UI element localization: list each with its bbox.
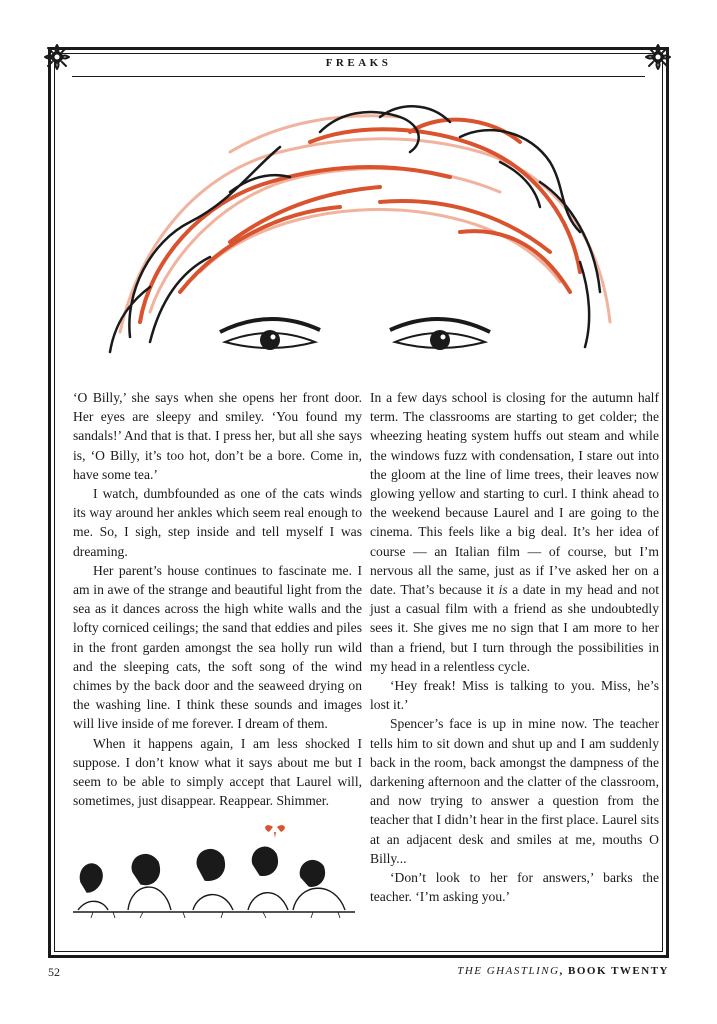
- paragraph: In a few days school is closing for the autumn half term. The classrooms are starting to get colder; the wheezing heating system huffs out steam and while the windows fuzz with condensation, I stare out into the gloom at the line of lime trees, their leaves now glowing yellow and starting to curl. I think ahead to the weekend because Laurel and I are going to the cinema. This feels like a big deal. It’s her idea of course — an Italian film — of course, but I’m nervous all the same, just as if I’ve asked her on a date. That’s because it is a date in my head and not just a casual film with a friend as she undoubtedly sees it. She gives me no sign that I am more to her than a friend, but I turn through the possibilities in my head in a relentless cycle.: [370, 390, 659, 674]
- paragraph: ‘O Billy,’ she says when she opens her front door. Her eyes are sleepy and smiley. ‘You found my sandals!’ And that is that. I press her, but all she says is, ‘O Billy, it’s too hot, don’t be a bore. Come in, have some tea.’: [73, 390, 362, 482]
- running-head: FREAKS: [325, 57, 392, 69]
- hatching-chicks-illustration: [73, 822, 355, 920]
- paragraph: I watch, dumbfounded as one of the cats winds its way around her ankles which seem real enough to me. So, I sigh, step inside and tell myself I was dreaming.: [73, 486, 362, 559]
- paragraph: ‘Hey freak! Miss is talking to you. Miss, he’s lost it.’: [370, 678, 659, 713]
- butterfly-icon: [265, 825, 285, 838]
- publication-title: THE GHASTLING, BOOK TWENTY: [457, 965, 669, 977]
- page-number: 52: [48, 965, 60, 979]
- paragraph: Her parent’s house continues to fascinate me. I am in awe of the strange and beautiful light from the sea as it dances across the high white walls and the lofty corniced ceilings; the sand that eddies and piles in the front garden amongst the sea holly run wild and the sleeping cats, the soft song of the wind chimes by the back door and the seaweed drying on the washing line. I think these sounds and images will live inside of me forever. I dream of them.: [73, 562, 362, 732]
- paragraph: Spencer’s face is up in mine now. The teacher tells him to sit down and shut up and I am suddenly back in the room, back amongst the dampness of the darkening afternoon and the clatter of the classroom, and now trying to answer a question from the teacher that I didn’t hear in the first place. Laurel sits at an adjacent desk and smiles at me, mouths O Billy...: [370, 716, 659, 866]
- text-column-right: [370, 388, 659, 906]
- text-column-left: [73, 388, 362, 810]
- left-eye-icon: [220, 319, 320, 350]
- emphasis: is: [498, 582, 508, 598]
- right-eye-icon: [390, 319, 490, 350]
- paragraph: ‘Don’t look to her for answers,’ barks the teacher. ‘I’m asking you.’: [370, 870, 659, 905]
- header-rule: [72, 76, 645, 77]
- paragraph: When it happens again, I am less shocked I suppose. I don’t know what it says about me but I seem to be able to simply accept that Laurel will, sometimes, just disappear. Reappear. Shimmer.: [73, 735, 362, 809]
- hair-and-eyes-illustration: [80, 92, 640, 370]
